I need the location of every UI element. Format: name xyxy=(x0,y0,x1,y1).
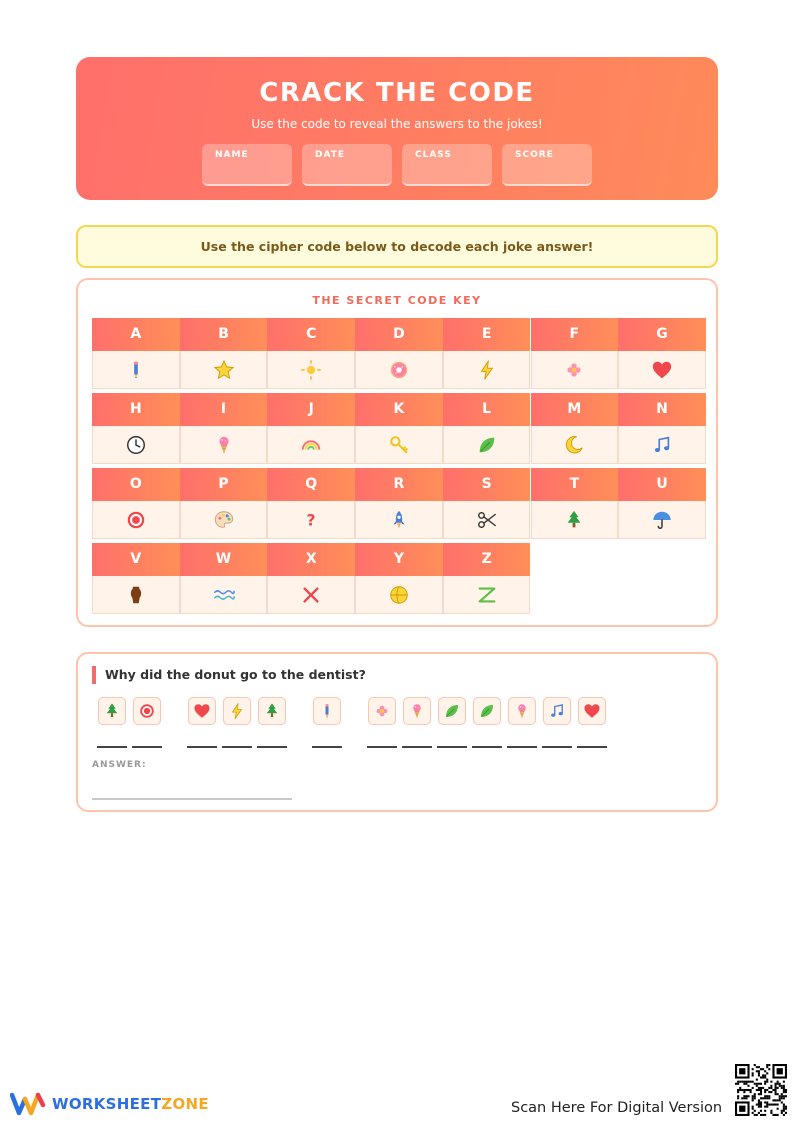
tree-icon xyxy=(563,509,585,531)
code-key-letter: H xyxy=(92,393,180,426)
rainbow-icon xyxy=(300,434,322,456)
code-key-symbol xyxy=(267,576,355,614)
code-key-letter: N xyxy=(618,393,706,426)
code-key-cell-x xyxy=(267,543,355,614)
code-key-symbol xyxy=(531,426,619,464)
letter-blank[interactable] xyxy=(542,746,572,748)
code-key-symbol xyxy=(180,351,268,389)
letter-blank[interactable] xyxy=(257,746,287,748)
code-key-letter: S xyxy=(443,468,531,501)
code-key-cell-a xyxy=(92,318,180,389)
code-key-symbol xyxy=(531,501,619,539)
code-key-cell-b xyxy=(180,318,268,389)
code-key-letter: O xyxy=(92,468,180,501)
code-key-cell-p xyxy=(180,468,268,539)
scissors-icon xyxy=(476,509,498,531)
heart-icon xyxy=(193,702,211,720)
cipher-tile xyxy=(188,697,216,725)
cipher-tile xyxy=(133,697,161,725)
code-key-letter: T xyxy=(531,468,619,501)
joke-panel xyxy=(76,652,718,812)
question-mark-icon xyxy=(300,509,322,531)
code-key-symbol xyxy=(443,426,531,464)
code-key-cell-q xyxy=(267,468,355,539)
code-key-letter: E xyxy=(443,318,531,351)
joke-question: Why did the donut go to the dentist? xyxy=(92,666,366,684)
ice-cream-icon xyxy=(513,702,531,720)
letter-blank[interactable] xyxy=(312,746,342,748)
code-key-symbol xyxy=(92,426,180,464)
target-icon xyxy=(125,509,147,531)
scan-text: Scan Here For Digital Version xyxy=(511,1100,723,1116)
code-key-letter: J xyxy=(267,393,355,426)
code-key-letter: B xyxy=(180,318,268,351)
code-key-cell-v xyxy=(92,543,180,614)
ice-cream-icon xyxy=(213,434,235,456)
code-key-cell-f xyxy=(531,318,619,389)
cipher-tile xyxy=(368,697,396,725)
cipher-tile xyxy=(543,697,571,725)
code-key-letter: F xyxy=(531,318,619,351)
code-key-letter: G xyxy=(618,318,706,351)
code-key-letter: V xyxy=(92,543,180,576)
logo-w-icon xyxy=(10,1091,46,1117)
name-field[interactable]: NAME xyxy=(202,144,292,186)
code-key-symbol xyxy=(531,351,619,389)
star-icon xyxy=(213,359,235,381)
letter-blank[interactable] xyxy=(402,746,432,748)
code-key-symbol xyxy=(618,501,706,539)
code-key-symbol xyxy=(355,426,443,464)
music-note-icon xyxy=(548,702,566,720)
letter-blank[interactable] xyxy=(472,746,502,748)
letter-blank[interactable] xyxy=(222,746,252,748)
heart-icon xyxy=(651,359,673,381)
code-key-symbol xyxy=(443,576,531,614)
cipher-tile xyxy=(438,697,466,725)
flower-icon xyxy=(563,359,585,381)
letter-blank[interactable] xyxy=(367,746,397,748)
answer-input-line[interactable] xyxy=(92,798,292,800)
code-key-cell-l xyxy=(443,393,531,464)
code-key-symbol xyxy=(92,351,180,389)
code-key-cell-c xyxy=(267,318,355,389)
code-key-cell-j xyxy=(267,393,355,464)
code-key-cell-k xyxy=(355,393,443,464)
flower-icon xyxy=(373,702,391,720)
code-key-symbol xyxy=(355,351,443,389)
code-key-cell-s xyxy=(443,468,531,539)
code-key-symbol xyxy=(92,576,180,614)
code-key-letter: C xyxy=(267,318,355,351)
lightning-icon xyxy=(476,359,498,381)
letter-blank[interactable] xyxy=(187,746,217,748)
code-key-symbol xyxy=(92,501,180,539)
moon-icon xyxy=(563,434,585,456)
letter-blank[interactable] xyxy=(507,746,537,748)
code-key-symbol xyxy=(180,426,268,464)
code-key-letter: L xyxy=(443,393,531,426)
code-key-cell-y xyxy=(355,543,443,614)
code-key-symbol xyxy=(180,501,268,539)
ice-cream-icon xyxy=(408,702,426,720)
code-key-cell-u xyxy=(618,468,706,539)
code-key-cell-w xyxy=(180,543,268,614)
leaf-icon xyxy=(443,702,461,720)
cipher-tile xyxy=(578,697,606,725)
code-key-letter: U xyxy=(618,468,706,501)
zigzag-icon xyxy=(476,584,498,606)
code-key-cell-g xyxy=(618,318,706,389)
tree-icon xyxy=(263,702,281,720)
answer-label: ANSWER: xyxy=(92,760,147,770)
class-field[interactable]: CLASS xyxy=(402,144,492,186)
code-key-cell-n xyxy=(618,393,706,464)
code-key-letter: Q xyxy=(267,468,355,501)
page-subtitle: Use the code to reveal the answers to the jokes! xyxy=(251,117,543,131)
code-key-symbol xyxy=(180,576,268,614)
header-banner xyxy=(76,57,718,200)
svg-text:?: ? xyxy=(306,511,316,529)
vase-icon xyxy=(125,584,147,606)
cipher-tile xyxy=(473,697,501,725)
code-key-letter: X xyxy=(267,543,355,576)
code-key-cell-t xyxy=(531,468,619,539)
code-key-symbol xyxy=(443,351,531,389)
code-key-panel xyxy=(76,278,718,627)
wave-icon xyxy=(213,584,235,606)
code-key-letter: Z xyxy=(443,543,531,576)
code-key-letter: Y xyxy=(355,543,443,576)
heart-icon xyxy=(583,702,601,720)
palette-icon xyxy=(213,509,235,531)
letter-blank[interactable] xyxy=(437,746,467,748)
tree-icon xyxy=(103,702,121,720)
pencil-icon xyxy=(318,702,336,720)
code-key-symbol xyxy=(618,351,706,389)
code-key-letter: K xyxy=(355,393,443,426)
code-key-letter: I xyxy=(180,393,268,426)
code-key-letter: P xyxy=(180,468,268,501)
x-mark-icon xyxy=(300,584,322,606)
code-key-symbol xyxy=(267,351,355,389)
code-key-title: THE SECRET CODE KEY xyxy=(312,294,482,307)
code-key-symbol xyxy=(355,576,443,614)
brand-name: WORKSHEETZONE xyxy=(52,1095,209,1113)
code-key-symbol xyxy=(267,426,355,464)
clock-icon xyxy=(125,434,147,456)
leaf-icon xyxy=(476,434,498,456)
code-key-cell-h xyxy=(92,393,180,464)
ball-icon xyxy=(388,584,410,606)
code-key-symbol xyxy=(355,501,443,539)
lightning-icon xyxy=(228,702,246,720)
code-key-cell-i xyxy=(180,393,268,464)
sun-icon xyxy=(300,359,322,381)
target-icon xyxy=(138,702,156,720)
code-key-cell-o xyxy=(92,468,180,539)
cipher-tile xyxy=(223,697,251,725)
score-field[interactable]: SCORE xyxy=(502,144,592,186)
cipher-tile xyxy=(98,697,126,725)
cipher-tile xyxy=(313,697,341,725)
letter-blank[interactable] xyxy=(132,746,162,748)
code-key-symbol xyxy=(267,501,355,539)
cipher-tile xyxy=(403,697,431,725)
code-key-symbol xyxy=(443,501,531,539)
cipher-tile xyxy=(258,697,286,725)
pencil-icon xyxy=(125,359,147,381)
date-field[interactable]: DATE xyxy=(302,144,392,186)
cipher-tile xyxy=(508,697,536,725)
letter-blank[interactable] xyxy=(577,746,607,748)
instruction-banner: Use the cipher code below to decode each joke answer! xyxy=(76,225,718,268)
rocket-icon xyxy=(388,509,410,531)
code-key-letter: W xyxy=(180,543,268,576)
code-key-cell-e xyxy=(443,318,531,389)
umbrella-icon xyxy=(651,509,673,531)
page-title: CRACK THE CODE xyxy=(259,78,535,108)
code-key-symbol xyxy=(618,426,706,464)
code-key-cell-m xyxy=(531,393,619,464)
code-key-letter: A xyxy=(92,318,180,351)
code-key-cell-r xyxy=(355,468,443,539)
code-key-letter: M xyxy=(531,393,619,426)
code-key-cell-d xyxy=(355,318,443,389)
code-key-letter: D xyxy=(355,318,443,351)
donut-icon xyxy=(388,359,410,381)
worksheetzone-logo xyxy=(10,1091,209,1117)
music-note-icon xyxy=(651,434,673,456)
qr-code-icon[interactable] xyxy=(735,1064,787,1116)
letter-blank[interactable] xyxy=(97,746,127,748)
leaf-icon xyxy=(478,702,496,720)
key-icon xyxy=(388,434,410,456)
code-key-cell-z xyxy=(443,543,531,614)
code-key-letter: R xyxy=(355,468,443,501)
